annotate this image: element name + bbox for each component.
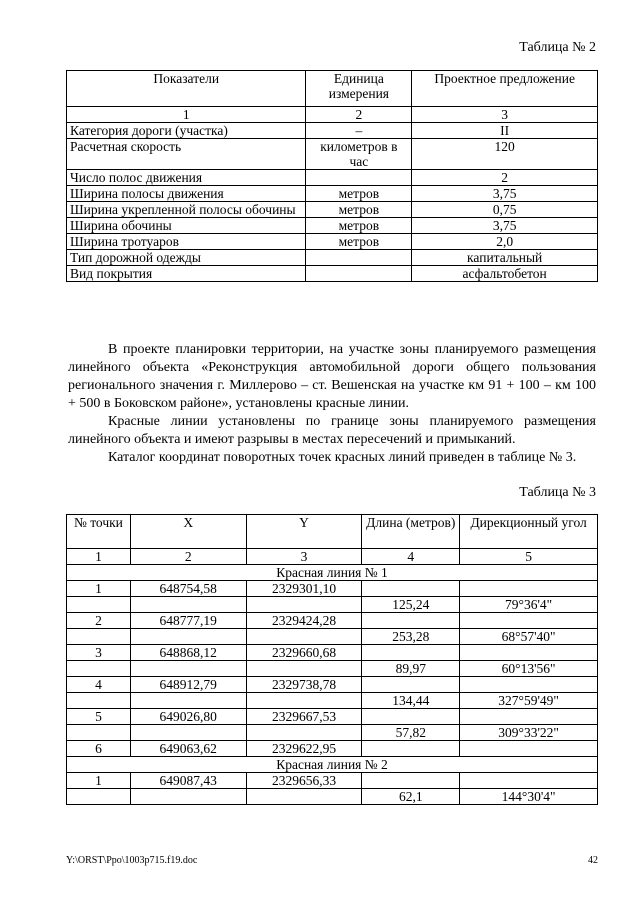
footer-page-number: 42 [588,855,598,866]
header-unit: Единица измерения [306,71,412,107]
value: капитальный [412,250,598,266]
header-y: Y [246,515,362,549]
segment-angle: 309°33'22" [460,725,598,741]
value: асфальтобетон [412,266,598,282]
col-number: 2 [306,107,412,123]
segment-angle: 60°13'56" [460,661,598,677]
point-number: 5 [67,709,131,725]
value: 3,75 [412,186,598,202]
paragraph-red-lines: В проекте планировки территории, на участке зоны планируемого размещения линейного объекта «Реконструкция автомобильной дороги общего пользования регионального значения г. Миллерово – ст. Вешенская на участке км 91 + 100 – км 100 + 500 в Боковском районе», установлены красные линии. [68,342,596,411]
segment-angle: 327°59'49" [460,693,598,709]
col-number: 3 [246,549,362,565]
coord-x: 649087,43 [130,773,246,789]
table2-caption: Таблица № 2 [519,40,596,55]
table-row [67,234,598,250]
col-number: 4 [362,549,460,565]
table3-number-row [67,549,598,565]
segment-length: 57,82 [362,725,460,741]
point-row [67,709,598,725]
col-number: 1 [67,549,131,565]
table2-header-row [67,71,598,107]
value: 2 [412,170,598,186]
coord-x: 648754,58 [130,581,246,597]
coord-y: 2329301,10 [246,581,362,597]
point-row [67,645,598,661]
red-line-2-title: Красная линия № 2 [67,757,598,773]
paragraph-breaks: Красные линии установлены по границе зоны планируемого размещения линейного объекта и имеют разрывы в местах пересечений и примыканий. [68,414,596,447]
unit: метров [306,234,412,250]
point-number: 4 [67,677,131,693]
point-number: 6 [67,741,131,757]
segment-row [67,725,598,741]
header-point: № точки [67,515,131,549]
table-row [67,170,598,186]
point-number: 2 [67,613,131,629]
unit: метров [306,202,412,218]
segment-angle: 144°30'4" [460,789,598,805]
paragraph-catalog: Каталог координат поворотных точек красных линий приведен в таблице № 3. [108,450,577,465]
value: 2,0 [412,234,598,250]
coord-y: 2329667,53 [246,709,362,725]
coord-y: 2329660,68 [246,645,362,661]
point-row [67,581,598,597]
point-number: 3 [67,645,131,661]
table-row [67,266,598,282]
col-number: 1 [67,107,306,123]
indicator: Категория дороги (участка) [67,123,306,139]
table2 [66,70,598,282]
indicator: Ширина укрепленной полосы обочины [67,202,306,218]
segment-row [67,661,598,677]
segment-length: 125,24 [362,597,460,613]
point-number: 1 [67,581,131,597]
coord-y: 2329738,78 [246,677,362,693]
col-number: 3 [412,107,598,123]
segment-length: 253,28 [362,629,460,645]
red-line-1-title: Красная линия № 1 [67,565,598,581]
segment-row [67,597,598,613]
value: 120 [412,139,598,170]
segment-row [67,789,598,805]
table-row [67,202,598,218]
footer-file-path: Y:\ORST\Ppo\1003p715.f19.doc [66,855,198,866]
point-row [67,741,598,757]
indicator: Ширина тротуаров [67,234,306,250]
table-row [67,250,598,266]
coord-y: 2329424,28 [246,613,362,629]
unit: километров в час [306,139,412,170]
table-row [67,218,598,234]
segment-length: 89,97 [362,661,460,677]
table3 [66,514,598,805]
table-row [67,123,598,139]
header-x: X [130,515,246,549]
unit: метров [306,186,412,202]
header-indicators: Показатели [67,71,306,107]
coord-x: 648777,19 [130,613,246,629]
segment-angle: 79°36'4" [460,597,598,613]
col-number: 2 [130,549,246,565]
value: II [412,123,598,139]
indicator: Вид покрытия [67,266,306,282]
table-row [67,186,598,202]
coord-x: 648868,12 [130,645,246,661]
point-row [67,613,598,629]
indicator: Ширина полосы движения [67,186,306,202]
unit [306,266,412,282]
point-row [67,677,598,693]
header-length: Длина (метров) [362,515,460,549]
point-number: 1 [67,773,131,789]
table2-number-row [67,107,598,123]
table3-header-row [67,515,598,549]
header-proposal: Проектное предложение [412,71,598,107]
indicator: Число полос движения [67,170,306,186]
unit [306,170,412,186]
indicator: Тип дорожной одежды [67,250,306,266]
unit [306,250,412,266]
unit: метров [306,218,412,234]
unit: – [306,123,412,139]
value: 0,75 [412,202,598,218]
segment-length: 62,1 [362,789,460,805]
section-row [67,757,598,773]
value: 3,75 [412,218,598,234]
section-row [67,565,598,581]
table3-caption: Таблица № 3 [519,485,596,500]
segment-row [67,693,598,709]
coord-x: 648912,79 [130,677,246,693]
col-number: 5 [460,549,598,565]
segment-row [67,629,598,645]
point-row [67,773,598,789]
coord-x: 649026,80 [130,709,246,725]
coord-y: 2329656,33 [246,773,362,789]
indicator: Расчетная скорость [67,139,306,170]
table-row [67,139,598,170]
coord-x: 649063,62 [130,741,246,757]
segment-length: 134,44 [362,693,460,709]
coord-y: 2329622,95 [246,741,362,757]
header-angle: Дирекционный угол [460,515,598,549]
indicator: Ширина обочины [67,218,306,234]
segment-angle: 68°57'40" [460,629,598,645]
